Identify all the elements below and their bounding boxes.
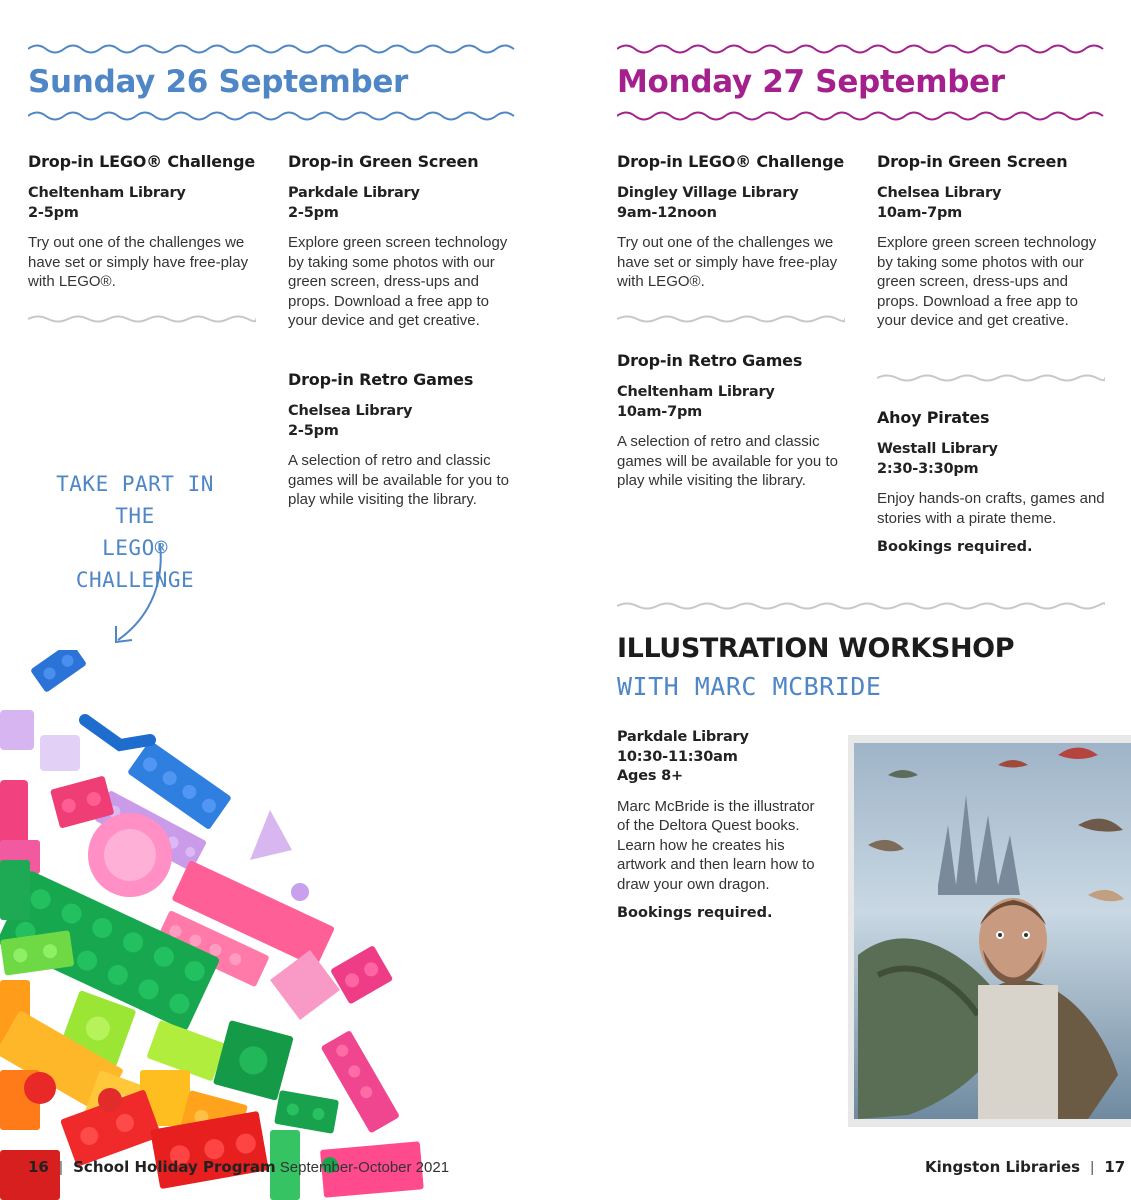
footer-page-number: 17 (1104, 1158, 1126, 1176)
workshop-location: Parkdale Library (617, 729, 749, 745)
event-time: 10am-7pm (617, 403, 703, 420)
workshop-subtitle: WITH MARC MCBRIDE (617, 672, 882, 701)
event-time: 2-5pm (288, 204, 339, 221)
workshop-description: Marc McBride is the illustrator of the Deltora Quest books. Learn how he creates his artwork and then learn how to draw your own dragon. (617, 797, 815, 893)
event-description: A selection of retro and classic games will be available for you to play while visiting the library. (617, 433, 838, 489)
event-lego-dingley (617, 152, 845, 292)
event-title: Drop-in LEGO® Challenge (617, 152, 844, 171)
event-greenscreen-parkdale (288, 152, 516, 331)
footer-separator: | (1090, 1159, 1095, 1176)
divider-wave (617, 313, 845, 325)
callout-line-2: LEGO® CHALLENGE (75, 536, 195, 592)
event-time: 2:30-3:30pm (877, 460, 979, 477)
event-location: Chelsea Library (288, 403, 413, 419)
event-time: 2-5pm (28, 204, 79, 221)
header-wave-bottom-left (28, 109, 516, 123)
callout-arrow-icon (108, 540, 168, 650)
workshop-time: 10:30-11:30am (617, 748, 738, 765)
event-lego-cheltenham (28, 152, 256, 292)
event-time: 2-5pm (288, 422, 339, 439)
event-title: Drop-in Green Screen (288, 152, 479, 171)
day-title-monday: Monday 27 September (617, 64, 1005, 100)
event-title: Drop-in Green Screen (877, 152, 1068, 171)
workshop-booking-note: Bookings required. (617, 905, 773, 921)
header-wave-top-left (28, 42, 516, 56)
event-greenscreen-chelsea (877, 152, 1105, 331)
event-description: Explore green screen technology by taking some photos with our green screen, dress-ups and props. Download a free app to your device and get creative. (877, 234, 1097, 329)
event-pirates-westall (877, 408, 1105, 555)
event-retro-chelsea (288, 370, 516, 510)
event-location: Chelsea Library (877, 185, 1002, 201)
event-location: Cheltenham Library (28, 185, 186, 201)
divider-wave (877, 372, 1105, 384)
footer-program-name: School Holiday Program (73, 1158, 276, 1176)
callout-line-1: TAKE PART IN THE (56, 472, 214, 528)
workshop-details (617, 728, 817, 921)
footer-library-name: Kingston Libraries (925, 1158, 1081, 1176)
event-location: Westall Library (877, 441, 998, 457)
event-title: Drop-in Retro Games (288, 370, 474, 389)
header-wave-bottom-right (617, 109, 1105, 123)
footer-right (925, 1158, 1125, 1176)
footer-page-number: 16 (28, 1158, 49, 1176)
section-divider-wave (617, 600, 1105, 612)
event-title: Drop-in Retro Games (617, 351, 803, 370)
event-description: Enjoy hands-on crafts, games and stories with a pirate theme. (877, 490, 1105, 527)
event-booking-note: Bookings required. (877, 539, 1033, 555)
workshop-ages: Ages 8+ (617, 768, 683, 784)
day-title-sunday: Sunday 26 September (28, 64, 409, 100)
event-description: Explore green screen technology by taking some photos with our green screen, dress-ups and props. Download a free app to your device and get creative. (288, 234, 508, 329)
event-time: 9am-12noon (617, 204, 717, 221)
event-location: Dingley Village Library (617, 185, 799, 201)
event-title: Ahoy Pirates (877, 408, 990, 427)
event-title: Drop-in LEGO® Challenge (28, 152, 255, 171)
event-description: Try out one of the challenges we have set or simply have free-play with LEGO®. (617, 234, 838, 290)
event-location: Cheltenham Library (617, 384, 775, 400)
divider-wave (28, 313, 256, 325)
footer-separator: | (59, 1159, 63, 1176)
footer-date-range: September-October 2021 (279, 1159, 450, 1176)
lego-bricks-illustration (0, 650, 480, 1200)
dragon-artwork-photo (848, 735, 1131, 1127)
event-retro-cheltenham (617, 351, 845, 491)
event-time: 10am-7pm (877, 204, 963, 221)
event-location: Parkdale Library (288, 185, 420, 201)
workshop-title: ILLUSTRATION WORKSHOP (617, 633, 1015, 664)
footer-left (28, 1158, 449, 1176)
event-description: A selection of retro and classic games will be available for you to play while visiting the library. (288, 452, 509, 508)
event-description: Try out one of the challenges we have set or simply have free-play with LEGO®. (28, 234, 249, 290)
header-wave-top-right (617, 42, 1105, 56)
